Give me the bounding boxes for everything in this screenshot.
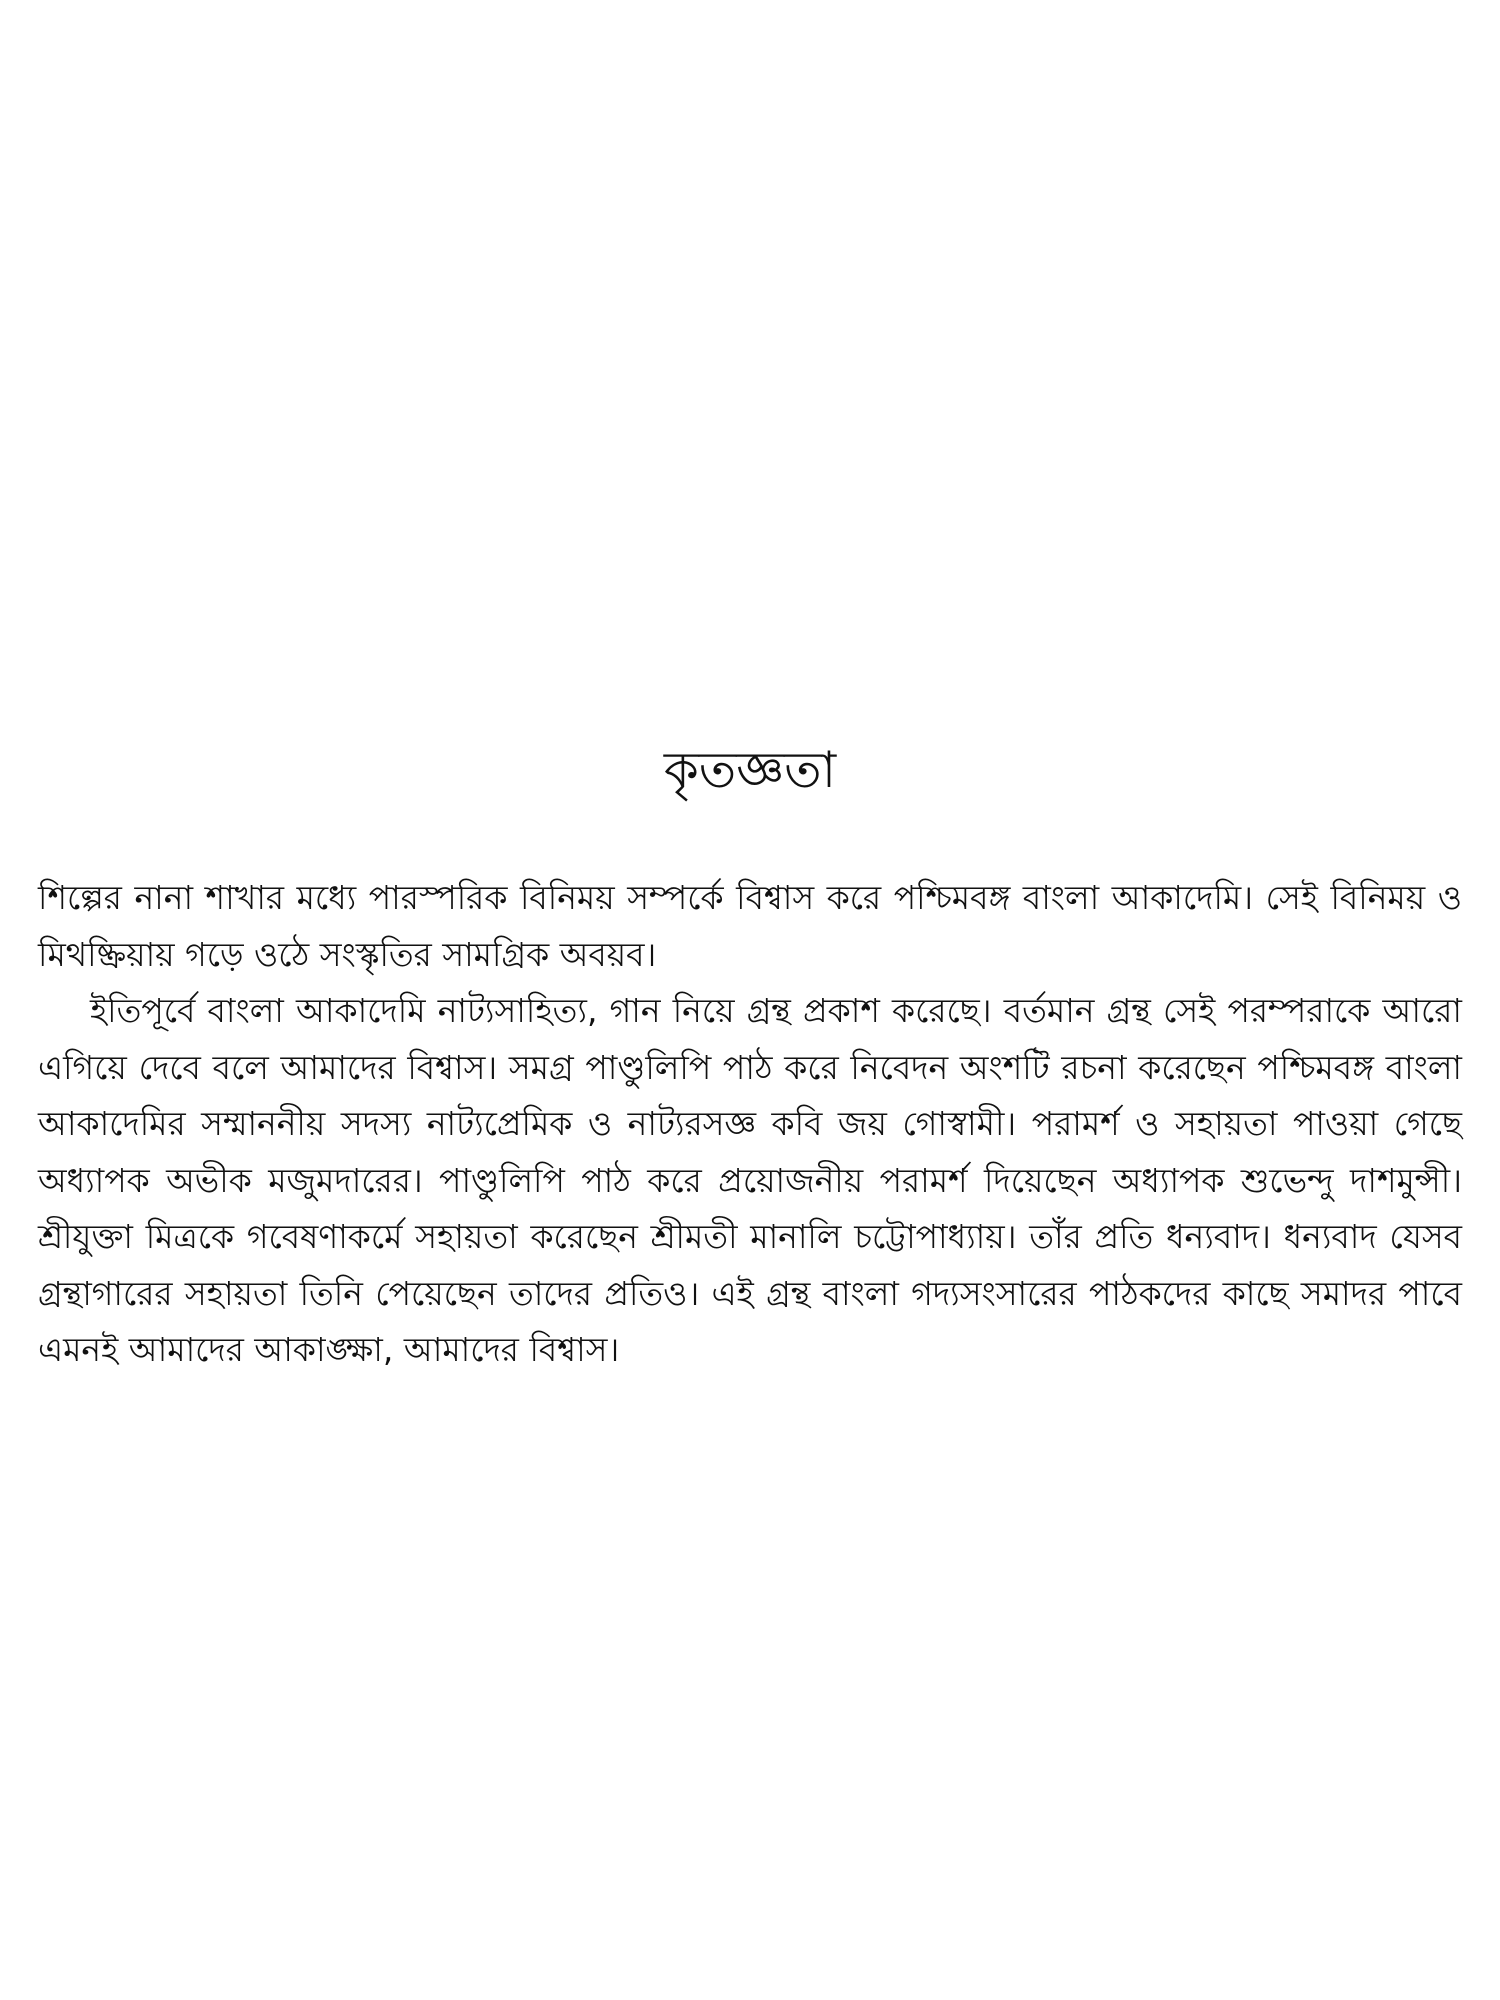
paragraph-2: ইতিপূর্বে বাংলা আকাদেমি নাট্যসাহিত্য, গান নিয়ে গ্রন্থ প্রকাশ করেছে। বর্তমান গ্রন্থ সেই পরম্পরাকে আরো এগিয়ে দেবে বলে আমাদের বিশ্বাস। সমগ্র পাণ্ডুলিপি পাঠ করে নিবেদন অংশটি রচনা করেছেন পশ্চিমবঙ্গ বাংলা আকাদেমির সম্মাননীয় সদস্য নাট্যপ্রেমিক ও নাট্যরসজ্ঞ কবি জয় গোস্বামী। পরামর্শ ও সহায়তা পাওয়া গেছে অধ্যাপক অভীক মজুমদারের। পাণ্ডুলিপি পাঠ করে প্রয়োজনীয় পরামর্শ দিয়েছেন অধ্যাপক শুভেন্দু দাশমুন্সী। শ্রীযুক্তা মিত্রকে গবেষণাকর্মে সহায়তা করেছেন শ্রীমতী মানালি চট্টোপাধ্যায়। তাঁর প্রতি ধন্যবাদ। ধন্যবাদ যেসব গ্রন্থাগারের সহায়তা তিনি পেয়েছেন তাদের প্রতিও। এই গ্রন্থ বাংলা গদ্যসংসারের পাঠকদের কাছে সমাদর পাবে এমনই আমাদের আকাঙ্ক্ষা, আমাদের বিশ্বাস। <box>38 991 1462 1369</box>
acknowledgement-body <box>38 870 1462 1379</box>
page-title: কৃতজ্ঞতা <box>663 741 837 799</box>
paragraph-1: শিল্পের নানা শাখার মধ্যে পারস্পরিক বিনিময় সম্পর্কে বিশ্বাস করে পশ্চিমবঙ্গ বাংলা আকাদেমি। সেই বিনিময় ও মিথষ্ক্রিয়ায় গড়ে ওঠে সংস্কৃতির সামগ্রিক অবয়ব। <box>38 878 1462 974</box>
